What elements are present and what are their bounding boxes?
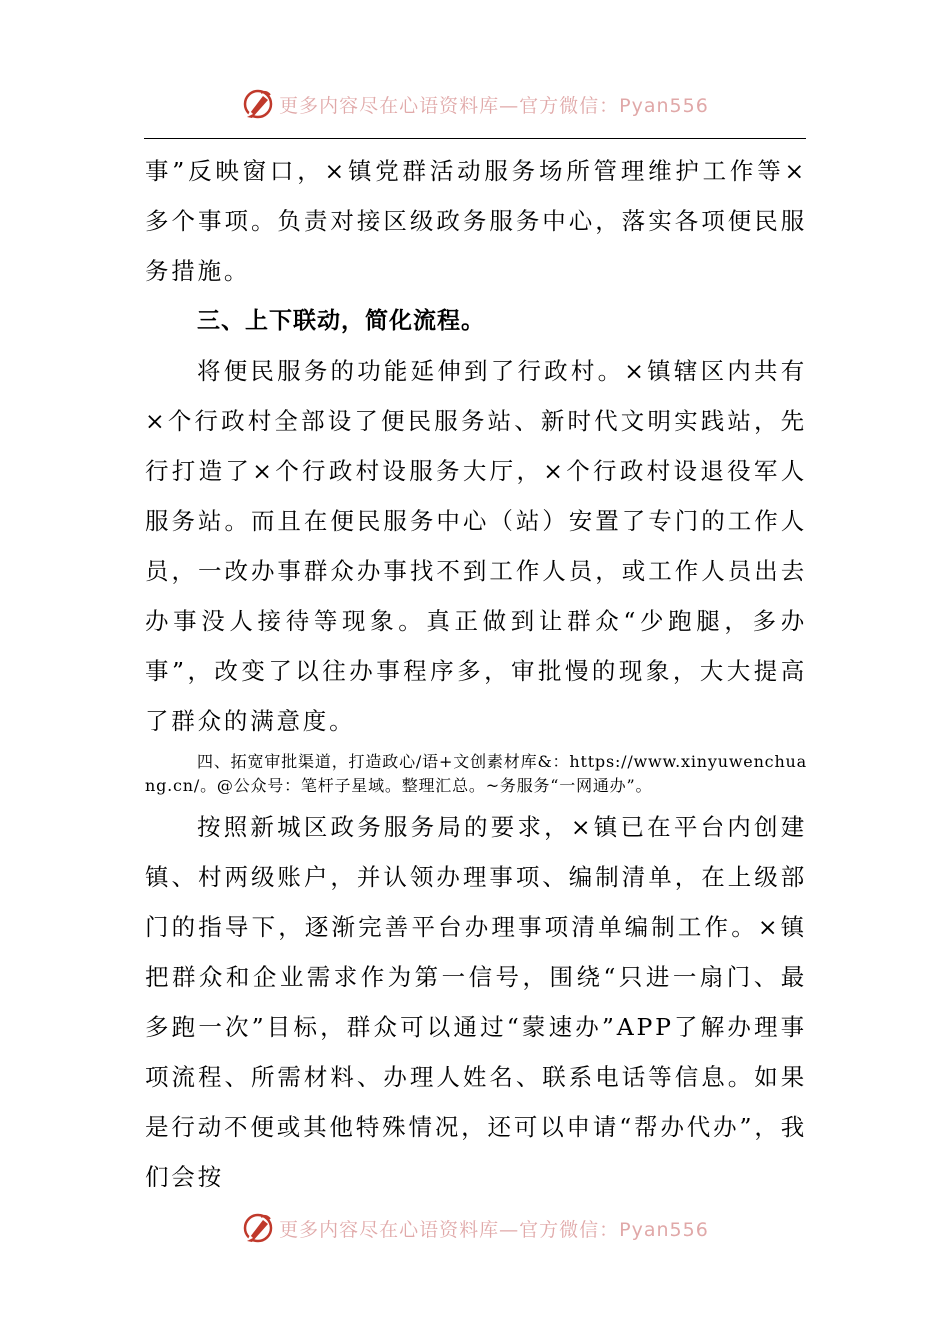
banner-wechat-id: Pyan556 (619, 94, 709, 117)
banner-text (279, 1215, 709, 1242)
section-3-paragraph: 将便民服务的功能延伸到了行政村。×镇辖区内共有×个行政村全部设了便民服务站、新时代文明实践站，先行打造了×个行政村设服务大厅，×个行政村设退役军人服务站。而且在便民服务中心（站）安置了专门的工作人员，一改办事群众办事找不到工作人员，或工作人员出去办事没人接待等现象。真正做到让群众“少跑腿，多办事”，改变了以往办事程序多，审批慢的现象，大大提高了群众的满意度。 (145, 357, 807, 735)
header-banner (0, 79, 950, 129)
pen-circle-logo-icon (241, 87, 275, 121)
footer-banner (0, 1203, 950, 1253)
banner-slogan: 更多内容尽在心语资料库—官方微信： (279, 1218, 620, 1241)
continuation-paragraph: 事”反映窗口，×镇党群活动服务场所管理维护工作等×多个事项。负责对接区级政务服务中心，落实各项便民服务措施。 (145, 157, 807, 285)
banner-text (279, 91, 709, 118)
section-4-heading: 四、拓宽审批渠道，打造政心/语+文创素材库&：https://www.xinyuwenchuang.cn/。@公众号：笔杆子星域。整理汇总。~务服务“一网通办”。 (145, 752, 807, 795)
banner-wechat-id: Pyan556 (619, 1218, 709, 1241)
header-divider (144, 138, 806, 139)
document-body (145, 146, 807, 1202)
section-4-paragraph: 按照新城区政务服务局的要求，×镇已在平台内创建镇、村两级账户，并认领办理事项、编制清单，在上级部门的指导下，逐渐完善平台办理事项清单编制工作。×镇把群众和企业需求作为第一信号，围绕“只进一扇门、最多跑一次”目标，群众可以通过“蒙速办”APP了解办理事项流程、所需材料、办理人姓名、联系电话等信息。如果是行动不便或其他特殊情况，还可以申请“帮办代办”，我们会按 (145, 813, 807, 1191)
pen-circle-logo-icon (241, 1211, 275, 1245)
banner-slogan: 更多内容尽在心语资料库—官方微信： (279, 94, 620, 117)
section-3-heading: 三、上下联动，简化流程。 (197, 308, 485, 334)
